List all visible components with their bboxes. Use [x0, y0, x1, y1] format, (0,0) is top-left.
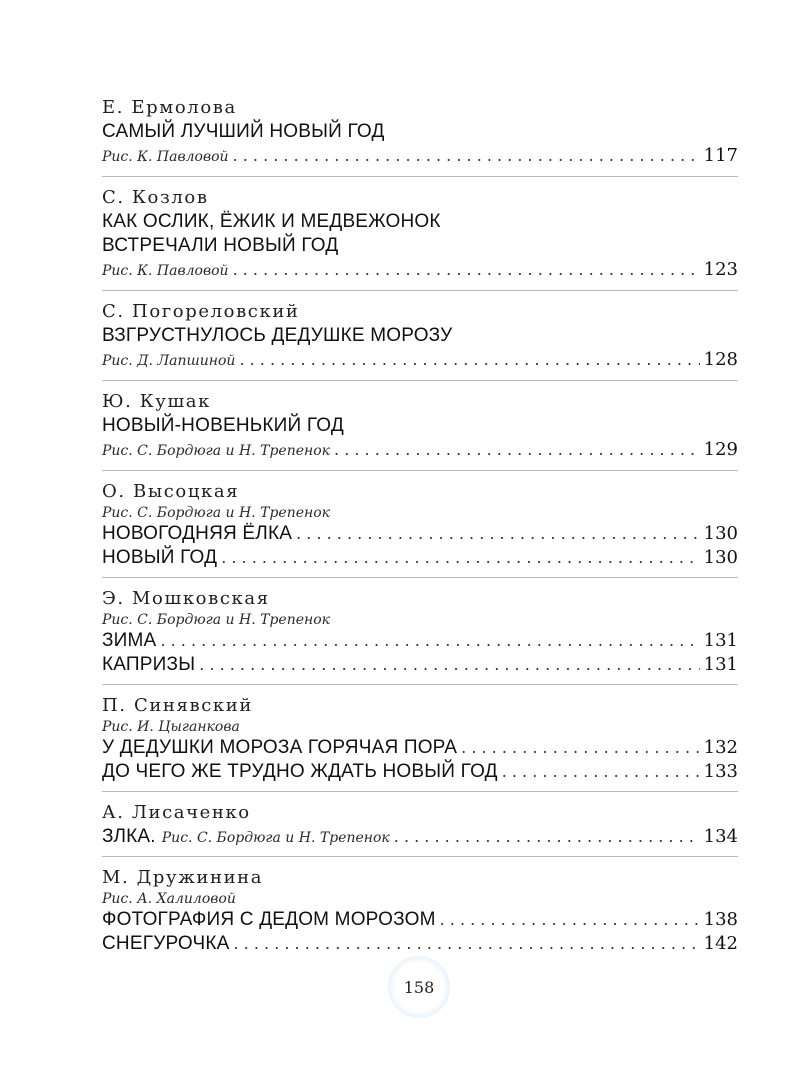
story-title: СНЕГУРОЧКА [102, 933, 230, 954]
page-number: 130 [703, 547, 738, 568]
story-title: КАК ОСЛИК, ЁЖИК И МЕДВЕЖОНОК [102, 211, 441, 232]
page-number: 138 [703, 909, 738, 930]
toc-section [102, 390, 738, 471]
page-number: 130 [703, 523, 738, 544]
author-name: Ю. Кушак [102, 391, 211, 412]
page-number: 131 [703, 654, 738, 675]
toc-entry[interactable] [102, 438, 738, 463]
author-name: М. Дружинина [102, 867, 264, 888]
dot-leader [234, 932, 700, 956]
page-number-badge [388, 956, 450, 1018]
dot-leader [461, 736, 699, 760]
illustrator: Рис. А. Халиловой [102, 891, 236, 907]
story-title: НОВОГОДНЯЯ ЁЛКА [102, 523, 293, 544]
toc-entry[interactable] [102, 825, 738, 849]
story-title: САМЫЙ ЛУЧШИЙ НОВЫЙ ГОД [102, 121, 385, 142]
page-number: 129 [703, 439, 738, 460]
dot-leader [502, 760, 700, 784]
illustrator: Рис. К. Павловой [102, 263, 229, 279]
toc-section [102, 587, 738, 685]
toc-entry[interactable] [102, 546, 738, 570]
illustrator: Рис. С. Бордюга и Н. Трепенок [102, 612, 331, 628]
toc-section [102, 866, 738, 963]
toc-section [102, 694, 738, 792]
author-name: П. Синявский [102, 695, 253, 716]
dot-leader [440, 908, 700, 932]
illustrator: Рис. С. Бордюга и Н. Трепенок [161, 830, 390, 846]
toc-section [102, 96, 738, 177]
story-title-continued: ВСТРЕЧАЛИ НОВЫЙ ГОД [102, 235, 339, 256]
story-title: ДО ЧЕГО ЖЕ ТРУДНО ЖДАТЬ НОВЫЙ ГОД [102, 761, 498, 782]
author-name: С. Погореловский [102, 301, 300, 322]
toc-entry[interactable] [102, 144, 738, 169]
dot-leader [296, 522, 700, 546]
author-name: О. Высоцкая [102, 481, 240, 502]
illustrator: Рис. Д. Лапшиной [102, 353, 236, 369]
page-number: 142 [703, 933, 738, 954]
page-number: 117 [703, 145, 738, 166]
page-number: 132 [703, 737, 738, 758]
toc-entry[interactable] [102, 932, 738, 956]
toc-entry[interactable] [102, 653, 738, 677]
toc-entry[interactable] [102, 258, 738, 283]
story-title: КАПРИЗЫ [102, 654, 196, 675]
dot-leader [233, 144, 700, 168]
story-title: У ДЕДУШКИ МОРОЗА ГОРЯЧАЯ ПОРА [102, 737, 458, 758]
folio-number: 158 [403, 977, 435, 997]
story-title: НОВЫЙ ГОД [102, 547, 218, 568]
toc-entry[interactable] [102, 348, 738, 373]
story-title: НОВЫЙ-НОВЕНЬКИЙ ГОД [102, 415, 344, 436]
illustrator: Рис. С. Бордюга и Н. Трепенок [102, 443, 331, 459]
page-number: 133 [703, 761, 738, 782]
dot-leader [199, 653, 699, 677]
toc-section [102, 300, 738, 381]
dot-leader [394, 825, 700, 849]
toc-entry[interactable] [102, 629, 738, 653]
toc-section [102, 801, 738, 857]
table-of-contents [102, 96, 738, 972]
illustrator: Рис. С. Бордюга и Н. Трепенок [102, 505, 331, 521]
toc-section [102, 480, 738, 578]
dot-leader [239, 348, 699, 372]
author-name: Е. Ермолова [102, 97, 237, 118]
story-title: ЗИМА [102, 630, 157, 651]
page-number: 123 [703, 259, 738, 280]
toc-entry[interactable] [102, 760, 738, 784]
page-number: 128 [703, 349, 738, 370]
story-title: ЗЛКА. [102, 826, 156, 847]
dot-leader [233, 258, 700, 282]
author-name: А. Лисаченко [102, 802, 251, 823]
author-name: С. Козлов [102, 187, 209, 208]
toc-section [102, 186, 738, 291]
dot-leader [160, 629, 699, 653]
page-number: 131 [703, 630, 738, 651]
page-number: 134 [703, 826, 738, 847]
story-title: ФОТОГРАФИЯ С ДЕДОМ МОРОЗОМ [102, 909, 436, 930]
toc-entry[interactable] [102, 908, 738, 932]
dot-leader [334, 438, 700, 462]
story-title: ВЗГРУСТНУЛОСЬ ДЕДУШКЕ МОРОЗУ [102, 325, 453, 346]
author-name: Э. Мошковская [102, 588, 270, 609]
illustrator: Рис. И. Цыганкова [102, 719, 240, 735]
toc-entry[interactable] [102, 736, 738, 760]
toc-entry[interactable] [102, 522, 738, 546]
dot-leader [221, 546, 699, 570]
illustrator: Рис. К. Павловой [102, 149, 229, 165]
